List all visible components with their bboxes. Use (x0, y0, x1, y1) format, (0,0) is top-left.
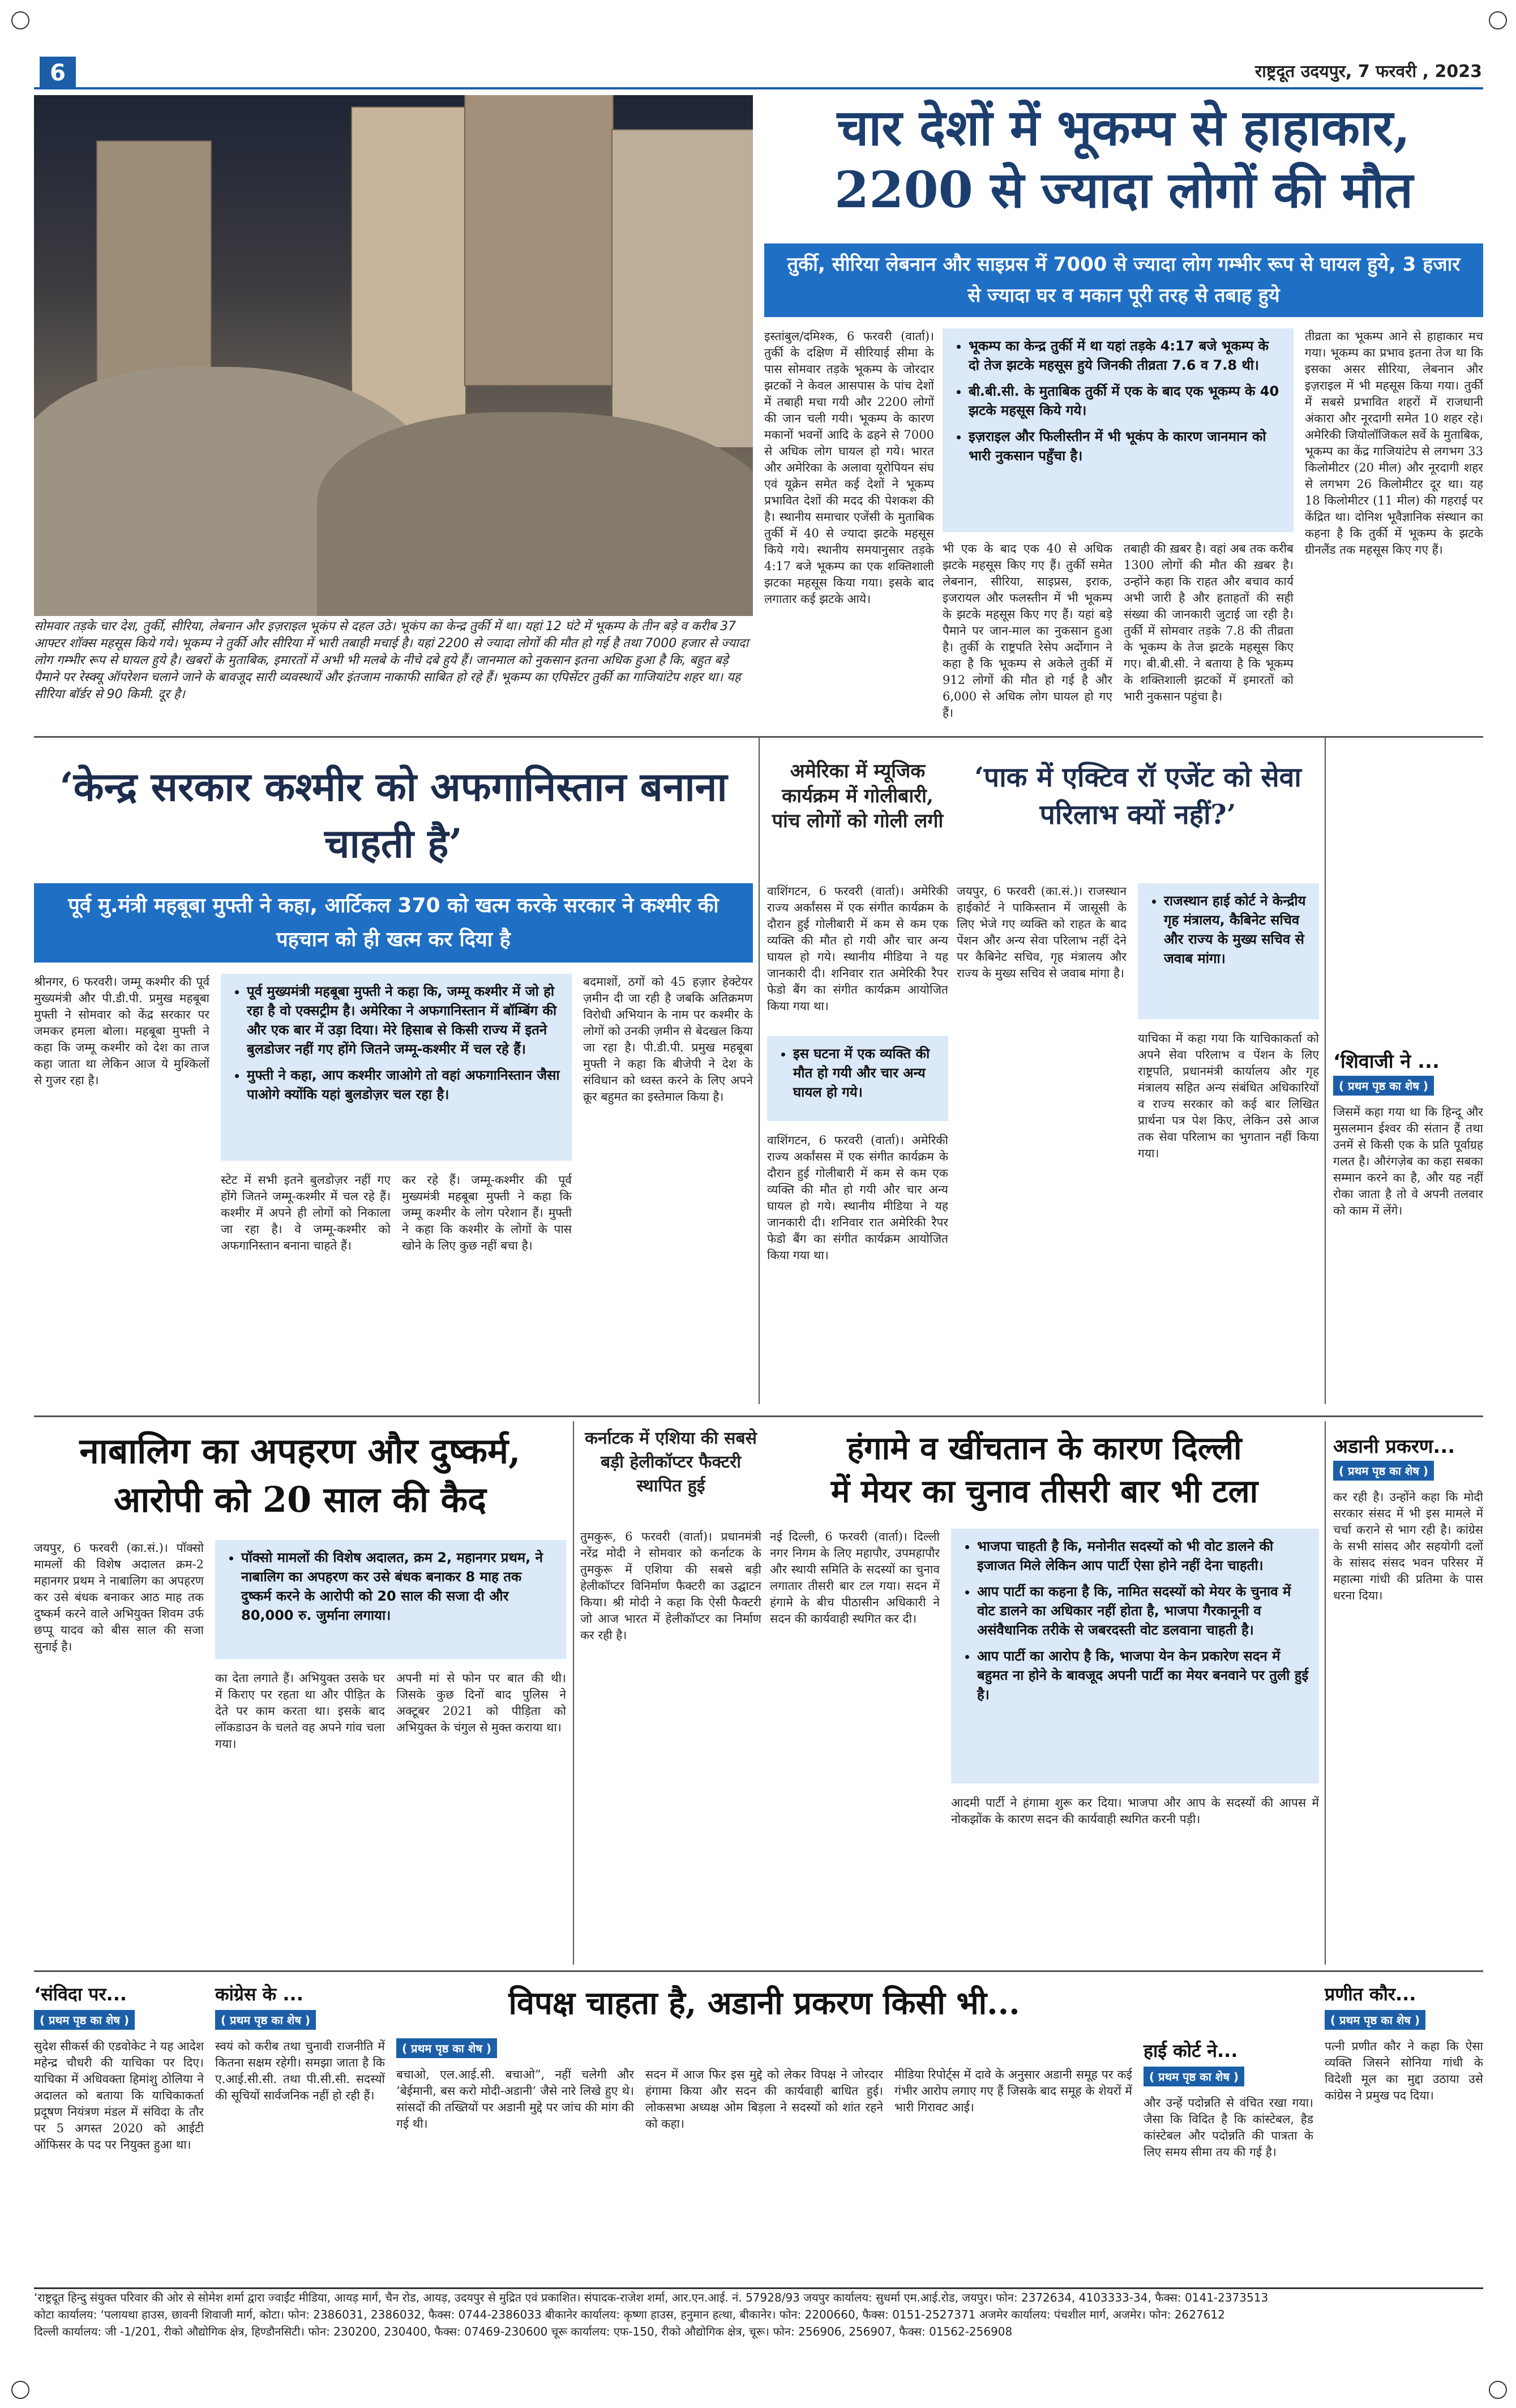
kashmir-headline: ‘केन्द्र सरकार कश्मीर को अफगानिस्तान बनाना चाहती है’ (59, 763, 727, 867)
karnataka-headline: कर्नाटक में एशिया की सबसे बड़ी हेलीकॉप्टर फैक्टरी स्थापित हुई (585, 1428, 757, 1496)
photo-caption: सोमवार तड़के चार देश, तुर्की, सीरिया, लेबनान और इज़राइल भूकंप से दहल उठे। भूकंप का केन्द्र तुर्की में था। यहां 12 घंटे में भूकम्प के तीन बड़े व करीब 37 आफ्टर शॉक्स महसूस किये गये। भूकम्प ने तुर्की और सीरिया में भारी तबाही मचाई है। यहां 2200 से ज्यादा लोगों की मौत हो गई है तथा 7000 हजार से ज्यादा लोग गम्भीर रूप से घायल हुये है। खबरों के मुताबिक, इमारतों में अभी भी मलबे के नीचे दबे हुये हैं। जानमाल को नुकसान इतना अधिक हुआ है कि, बहुत बड़े पैमाने पर रेस्क्यू ऑपरेशन चलाने जाने के बावजूद सारी व्यवस्थायें और इंतजाम नाकाफी साबित हो रहे हैं। भूकम्प का एपिसेंटर तुर्की का गाजियांटेप शहर था। यह सीरिया बॉर्डर से 90 किमी. दूर है। (34, 619, 749, 702)
imprint-line: दिल्ली कार्यालय: जी -1/201, रीको औद्योगिक क्षेत्र, हिण्डौनसिटी। फोन: 230200, 230400, फैक्स: 07469-230600 चूरू कार्यालय: एफ-150, रीको औद्योगिक क्षेत्र, चूरू। फोन: 256906, 256907, फैक्स: 01562-256908 (34, 2325, 1013, 2338)
pranit-tag (1325, 2010, 1425, 2030)
lead-column-4: तीव्रता का भूकम्प आने से हाहाकार मच गया। भूकम्प का प्रभाव इतना तेज था कि इसका असर सीरिया, लेबनान और इज़राइल में भी महसूस किया गया। तुर्की में सबसे प्रभावित शहरों में राजधानी अंकारा और नूरदागी समेत 10 शहर रहे। अमेरिकी जियोलॉजिकल सर्वे के मुताबिक, भूकम्प का केंद्र गाजियांटेप से लगभग 33 किलोमीटर (20 मील) और नूरदागी शहर से लगभग 26 किलोमीटर दूर था। यह 18 किलोमीटर (11 मील) की गहराई पर केंद्रित था। दोनिश भूवैज्ञानिक संस्थान का कहना है कि तुर्की में भूकम्प के झटके ग्रीनलैंड तक महसूस किए गए हैं। (1305, 330, 1483, 557)
karnataka-column: तुमकुरू, 6 फरवरी (वार्ता)। प्रधानमंत्री नरेंद्र मोदी ने सोमवार को कर्नाटक के तुमकुरू में एशिया की सबसे बड़ी हेलीकॉप्टर विनिर्माण फैक्टरी का उद्घाटन किया। श्री मोदी ने कहा कि ऐसी फैक्टरी जो आज भारत में हेलीकॉप्टर का निर्माण कर रही है। (580, 1530, 761, 1642)
minor-headline-line2: आरोपी को 20 साल की कैद (113, 1479, 487, 1520)
registration-mark-icon (11, 2381, 29, 2399)
pak-highlight-item: • राजस्थान हाई कोर्ट ने केन्द्रीय गृह मंत्रालय, कैबिनेट सचिव और राज्य के मुख्य सचिव से जवाब मांगा। (1164, 891, 1309, 968)
column-divider (1325, 736, 1326, 1404)
america-headline: अमेरिका में म्यूजिक कार्यक्रम में गोलीबारी, पांच लोगों को गोली लगी (772, 760, 944, 832)
minor-column-2: का देता लगाते हैं। अभियुक्त उसके घर में किराए पर रहता था और पीड़ित के देते पर काम करता था। इसके बाद लॉकडाउन के चलते वह अपने गांव चला गया। (215, 1671, 385, 1751)
lead-column-3: तबाही की ख़बर है। वहां अब तक करीब 1300 लोगों की मौत की ख़बर है। उन्होंने कहा कि राहत और बचाव कार्य अभी जारी है और हताहतों की सही संख्या की जानकारी जुटाई जा रही है। तुर्की में सोमवार तड़के 7.8 की तीव्रता के भूकम्प के तेज झटके महसूस किए गए। बी.बी.सी. ने बताया है कि भूकम्प के शक्तिशाली झटकों में इमारतों को भारी नुकसान पहुंचा है। (1124, 542, 1294, 703)
adani-side-tag-label: ( प्रथम पृष्ठ का शेष ) (1333, 1461, 1434, 1481)
pak-column-1: जयपुर, 6 फरवरी (का.सं.)। राजस्थान हाईकोर्ट ने पाकिस्तान में जासूसी के लिए भेजे गए व्यक्ति को राहत के बाद पेंशन और अन्य सेवा परिलाभ नहीं देने पर कैबिनेट सचिव, गृह मंत्रालय और राज्य के मुख्य सचिव से जवाब मांगा है। (957, 884, 1127, 980)
america-column-2: वाशिंगटन, 6 फरवरी (वार्ता)। अमेरिकी राज्य अर्कांसस में एक संगीत कार्यक्रम के दौरान हुई गोलीबारी में कम से कम एक व्यक्ति की मौत हो गयी और चार अन्य घायल हो गये। स्थानीय मीडिया ने यह जानकारी दी। शनिवार रात अमेरिकी रैपर फेडो बैंग का संगीत कार्यक्रम आयोजित किया गया था। (767, 1134, 948, 1262)
kashmir-highlight-item: • मुफ्ती ने कहा, आप कश्मीर जाओगे तो वहां अफगानिस्तान जैसा पाओगे क्योंकि यहां बुलडोज़र चल रहा है। (247, 1066, 562, 1104)
column-divider (1325, 1421, 1326, 1965)
imprint-line: कोटा कार्यालय: ‘पलायथा हाउस, छावनी शिवाजी मार्ग, कोटा। फोन: 2386031, 2386032, फैक्स: 0744-2386033 बीकानेर कार्यालय: कृष्णा हाउस, हनुमान हत्था, बीकानेर। फोन: 2200660, फैक्स: 0151-2527371 अजमेर कार्यालय: पंचशील मार्ग, अजमेर। फोन: 2627612 (34, 2308, 1225, 2321)
america-highlight (767, 1036, 948, 1121)
highcourt-tag-label: ( प्रथम पृष्ठ का शेष ) (1144, 2067, 1244, 2086)
minor-highlight (215, 1540, 566, 1659)
registration-mark-icon (1489, 2381, 1507, 2399)
sanvida-column: सुदेश सीकर्स की एडवोकेट ने यह आदेश महेन्द्र चौधरी की याचिका पर दिए। याचिका में अधिवक्ता हिमांशु ठोलिया ने अदालत को बताया कि याचिकाकर्ता प्रदूषण नियंत्रण मंडल में संविदा के तौर पर 5 अगस्त 2020 को आईटी ऑफिसर के पद पर नियुक्त हुआ था। (34, 2039, 204, 2152)
kashmir-column-3: स्टेट में सभी इतने बुलडोज़र नहीं गए होंगे जितने जम्मू-कश्मीर में चल रहे हैं। कश्मीर में अपने ही लोगों को निकाला जा रहा है। वे जम्मू-कश्मीर को अफगानिस्तान बनाना चाहते हैं। (221, 1173, 391, 1252)
registration-mark-icon (11, 11, 29, 29)
sanvida-tag (34, 2010, 135, 2030)
highcourt-tag (1144, 2067, 1244, 2086)
lead-highlight-item: • इज़राइल और फिलीस्तीन में भी भूकंप के कारण जानमान को भारी नुकसान पहुँचा है। (969, 427, 1283, 465)
shivaji-headline: ‘शिवाजी ने ... (1333, 1050, 1440, 1073)
kashmir-column-2: बदमाशों, ठगों को 45 हज़ार हेक्टेयर ज़मीन दी जा रही है जबकि अतिक्रमण विरोधी अभियान के नाम पर कश्मीर के लोगों को उनकी ज़मीन से बेदखल किया जा रहा है। पी.डी.पी. प्रमुख महबूबा मुफ्ती ने कहा कि बीजेपी ने देश के संविधान को ध्वस्त करने के लिए अपने क्रूर बहुमत का इस्तेमाल किया है। (583, 975, 753, 1104)
building-shape (351, 106, 466, 448)
congress-tag (215, 2010, 316, 2030)
lead-subheadline: तुर्की, सीरिया लेबनान और साइप्रस में 7000 से ज्यादा लोग गम्भीर रूप से घायल हुये, 3 हजार से ज्यादा घर व मकान पूरी तरह से तबाह हुये (764, 243, 1483, 317)
lead-column-1: इस्तांबुल/दमिश्क, 6 फरवरी (वार्ता)। तुर्की के दक्षिण में सीरियाई सीमा के पास सोमवार तड़के भूकम्प के जोरदार झटकों ने केवल आसपास के पांच देशों में तबाही मचा गयी और 2200 लोगों की जान चली गयी। भूकम्प के कारण मकानों भवनों आदि के ढहने से 7000 से अधिक लोग घायल हो गये। भारत और अमेरिका के अलावा यूरोपियन संघ एवं यूक्रेन समेत कई देशों ने भूकम्प प्रभावित देशों की मदद की पेशकश की है। स्थानीय समाचार एजेंसी के मुताबिक तुर्की में 40 से ज्यादा झटके महसूस किये गये। स्थानीय समयानुसार तड़के 4:17 बजे भूकम्प का एक शक्तिशाली झटका महसूस किया गया। इसके बाद लगातार कई झटके आये। (764, 330, 934, 606)
sanvida-tag-label: ( प्रथम पृष्ठ का शेष ) (34, 2010, 135, 2030)
building-shape (464, 95, 614, 386)
delhi-headline (770, 1427, 1319, 1513)
adani-side-tag (1333, 1461, 1434, 1481)
adani-tag-label: ( प्रथम पृष्ठ का शेष ) (396, 2038, 497, 2058)
delhi-column-2: आदमी पार्टी ने हंगामा शुरू कर दिया। भाजपा और आप के सदस्यों की आपस में नोकझोंक के कारण सदन की कार्यवाही स्थगित करनी पड़ी। (951, 1796, 1319, 1826)
congress-tag-label: ( प्रथम पृष्ठ का शेष ) (215, 2010, 316, 2030)
section-divider (34, 1970, 1483, 1972)
pak-column-2: याचिका में कहा गया कि याचिकाकर्ता को अपने सेवा परिलाभ व पेंशन के लिए राष्ट्रपति, प्रधानमंत्री कार्यालय और गृह मंत्रालय सहित अन्य संबंधित अधिकारियों व राज्य सरकार को कई बार लिखित प्रार्थना पत्र पेश किए, लेकिन उसे आज तक सेवा परिलाभ का भुगतान नहीं किया गया। (1138, 1032, 1319, 1160)
highcourt-headline: हाई कोर्ट ने... (1144, 2040, 1238, 2061)
lead-column-2: भी एक के बाद एक 40 से अधिक झटके महसूस किए गए हैं। तुर्की समेत लेबनान, सीरिया, साइप्रस, इराक, इजरायल और फलस्तीन में भी भूकम्प के झटके महसूस किए गए हैं। यहां बड़े पैमाने पर जान-माल का नुकसान हुआ है। तुर्की के राष्ट्रपति रेसेप अर्दोगान ने कहा है कि भूकम्प से अकेले तुर्की में 912 लोगों की मौत हो गई है और 6,000 से अधिक लोग घायल हो गए हैं। (943, 542, 1112, 720)
imprint-footer (34, 2287, 1483, 2372)
page-number: 6 (40, 57, 76, 89)
highcourt-column: और उन्हें पदोन्नति से वंचित रखा गया। जैसा कि विदित है कि कांस्टेबल, हैड कांस्टेबल और पदोन्नति की पात्रता के लिए समय सीमा तय की गई है। (1144, 2096, 1313, 2159)
adani-column-2: सदन में आज फिर इस मुद्दे को लेकर विपक्ष ने जोरदार हंगामा किया और सदन की कार्यवाही बाधित हुई। लोकसभा अध्यक्ष ओम बिड़ला ने सदस्यों को शांत रहने को कहा। (645, 2068, 883, 2131)
lead-highlight-item: • भूकम्प का केन्द्र तुर्की में था यहां तड़के 4:17 बजे भूकम्प के दो तेज झटके महसूस हुये जिनकी तीव्रता 7.6 व 7.8 थी। (969, 336, 1283, 375)
adani-headline: विपक्ष चाहता है, अडानी प्रकरण किसी भी... (508, 1984, 1020, 2022)
delhi-headline-line2: में मेयर का चुनाव तीसरी बार भी टला (830, 1473, 1258, 1510)
pranit-column: पत्नी प्रणीत कौर ने कहा कि ऐसा व्यक्ति जिसने सोनिया गांधी के विदेशी मूल का मुद्दा उठाया उसे कांग्रेस ने प्रमुख पद दिया। (1325, 2039, 1483, 2102)
pak-headline: ‘पाक में एक्टिव रॉ एजेंट को सेवा परिलाभ क्यों नहीं?’ (974, 762, 1301, 831)
minor-column-1: जयपुर, 6 फरवरी (का.सं.)। पॉक्सो मामलों की विशेष अदालत क्रम-2 महानगर प्रथम ने नाबालिग का अपहरण कर उसे बंधक बनाकर आठ माह तक दुष्कर्म करने वाले अभियुक्त शिवम उर्फ छप्पू यादव को बीस साल की सजा सुनाई है। (34, 1541, 204, 1653)
delhi-highlight-item: • भाजपा चाहती है कि, मनोनीत सदस्यों को भी वोट डालने की इजाजत मिले लेकिन आप पार्टी ऐसा होने नहीं देना चाहती। (977, 1537, 1309, 1575)
building-shape (611, 129, 753, 448)
delhi-column-1: नई दिल्ली, 6 फरवरी (वार्ता)। दिल्ली नगर निगम के लिए महापौर, उपमहापौर और स्थायी समिति के सदस्यों का चुनाव लगातार तीसरी बार टल गया। सदन में हंगामे के बीच पीठासीन अधिकारी ने सदन की कार्यवाही स्थगित कर दी। (770, 1530, 940, 1626)
column-divider (573, 1421, 574, 1965)
delhi-highlight-item: • आप पार्टी का कहना है कि, नामित सदस्यों को मेयर के चुनाव में वोट डालने का अधिकार नहीं होता है, भाजपा गैरकानूनी व असंवैधानिक तरीके से जबरदस्ती वोट डलवाना चाहती है। (977, 1582, 1309, 1640)
building-shape (96, 140, 212, 392)
lead-headline-line1: चार देशों में भूकम्प से हाहाकार, (837, 98, 1411, 157)
minor-column-3: अपनी मां से फोन पर बात की थी। जिसके कुछ दिनों बाद पुलिस ने अक्टूबर 2021 को पीड़िता को अभियुक्त के चंगुल से मुक्त कराया था। (396, 1671, 566, 1734)
minor-headline-line1: नाबालिग का अपहरण और दुष्कर्म, (79, 1430, 521, 1472)
adani-side-column: कर रही है। उन्होंने कहा कि मोदी सरकार संसद में भी इस मामले में चर्चा कराने से भाग रही है। कांग्रेस के सभी सांसद और सहयोगी दलों के सांसद संसद भवन परिसर में महात्मा गांधी की प्रतिमा के पास धरना दिया। (1333, 1490, 1483, 1602)
delhi-highlights (951, 1529, 1319, 1783)
america-highlight-item: • इस घटना में एक व्यक्ति की मौत हो गयी और चार अन्य घायल हो गये। (793, 1044, 938, 1102)
america-column: वाशिंगटन, 6 फरवरी (वार्ता)। अमेरिकी राज्य अर्कांसस में एक संगीत कार्यक्रम के दौरान हुई गोलीबारी में कम से कम एक व्यक्ति की मौत हो गयी और चार अन्य घायल हो गये। स्थानीय मीडिया ने यह जानकारी दी। शनिवार रात अमेरिकी रैपर फेडो बैंग का संगीत कार्यक्रम आयोजित किया गया था। (767, 884, 948, 1013)
adani-side-headline: अडानी प्रकरण... (1333, 1435, 1455, 1458)
delhi-highlight-item: • आप पार्टी का आरोप है कि, भाजपा येन केन प्रकारेण सदन में बहुमत ना होने के बावजूद अपनी पार्टी का मेयर बनवाने पर तुली हुई है। (977, 1646, 1309, 1704)
sanvida-headline: ‘संविदा पर... (34, 1983, 127, 2005)
column-divider (759, 736, 760, 1404)
section-divider (34, 1415, 1483, 1417)
adani-column-1: बचाओ, एल.आई.सी. बचाओ”, नहीं चलेगी और ‘बेईमानी, बस करो मोदी-अडानी’ जैसे नारे लिखे हुए थे। सांसदों की तख्तियों पर अडानी मुद्दे पर जांच की मांग की गई थी। (396, 2068, 634, 2131)
registration-mark-icon (1489, 11, 1507, 29)
rubble-shape (317, 412, 753, 616)
pak-highlight (1138, 883, 1319, 1019)
shivaji-tag-label: ( प्रथम पृष्ठ का शेष ) (1333, 1076, 1434, 1096)
delhi-headline-line1: हंगामे व खींचतान के कारण दिल्ली (847, 1430, 1242, 1467)
pranit-tag-label: ( प्रथम पृष्ठ का शेष ) (1325, 2010, 1425, 2030)
minor-headline (34, 1427, 566, 1524)
adani-tag (396, 2038, 497, 2058)
imprint-line: ‘राष्ट्रदूत हिन्दु संयुक्त परिवार की ओर से सोमेश शर्मा द्वारा ज्वाईंट मीडिया, आयड़ मार्ग, चैन रोड, आयड़, उदयपुर से मुद्रित एवं प्रकाशित। संपादक-राजेश शर्मा, आर.एन.आई. नं. 57928/93 जयपुर कार्यालय: सुधर्मा एम.आई.रोड, जयपुर। फोन: 2372634, 4103333-34, फैक्स: 0141-2373513 (34, 2291, 1269, 2304)
congress-column: स्वयं को करीब तथा चुनावी राजनीति में कितना सक्षम रहेगी। समझा जाता है कि ए.आई.सी.सी. तथा पी.सी.सी. सदस्यों की सूचियों सार्वजनिक नहीं हो रही हैं। (215, 2039, 385, 2102)
shivaji-tag (1333, 1076, 1434, 1096)
congress-headline: कांग्रेस के ... (215, 1983, 303, 2005)
earthquake-photo (34, 95, 753, 616)
dateline: राष्ट्रदूत उदयपुर, 7 फरवरी , 2023 (1254, 62, 1482, 82)
kashmir-highlights (221, 974, 572, 1161)
minor-highlight-item: • पॉक्सो मामलों की विशेष अदालत, क्रम 2, महानगर प्रथम, ने नाबालिग का अपहरण कर उसे बंधक बनाकर 8 माह तक दुष्कर्म करने के आरोपी को 20 साल की सजा दी और 80,000 रु. जुर्माना लगाया। (241, 1548, 556, 1625)
kashmir-column-1: श्रीनगर, 6 फरवरी। जम्मू कश्मीर की पूर्व मुख्यमंत्री और पी.डी.पी. प्रमुख महबूबा मुफ्ती ने सोमवार को केंद्र सरकार पर जमकर हमला बोला। महबूबा मुफ्ती ने कहा कि जम्मू कश्मीर को देश का ताज कहा जाता था लेकिन आज ये मुश्किलों से गुजर रहा है। (34, 975, 209, 1087)
kashmir-highlight-item: • पूर्व मुख्यमंत्री महबूबा मुफ्ती ने कहा कि, जम्मू कश्मीर में जो हो रहा है वो एक्सट्रीम है। अमेरिका ने अफगानिस्तान में बॉम्बिंग की और एक बार में उड़ा दिया। मेरे हिसाब से किसी राज्य में इतने बुलडोजर नहीं गए होंगे जितने जम्मू-कश्मीर में चल रहे हैं। (247, 982, 562, 1059)
pranit-headline: प्रणीत कौर... (1325, 1983, 1416, 2005)
kashmir-subheadline: पूर्व मु.मंत्री महबूबा मुफ्ती ने कहा, आर्टिकल 370 को खत्म करके सरकार ने कश्मीर की पहचान को ही खत्म कर दिया है (34, 883, 753, 963)
lead-headline (764, 96, 1483, 221)
adani-column-3: मीडिया रिपोर्ट्स में दावे के अनुसार अडानी समूह पर कई गंभीर आरोप लगाए गए हैं जिसके बाद समूह के शेयरों में भारी गिरावट आई। (894, 2068, 1132, 2114)
kashmir-column-4: कर रहे हैं। जम्मू-कश्मीर की पूर्व मुख्यमंत्री महबूबा मुफ्ती ने कहा कि जम्मू कश्मीर के लोग परेशान हैं। मुफ्ती ने कहा कि कश्मीर के लोगों के पास खोने के लिए कुछ नहीं बचा है। (402, 1173, 572, 1252)
lead-highlights (943, 328, 1294, 532)
lead-highlight-item: • बी.बी.सी. के मुताबिक तुर्की में एक के बाद एक भूकम्प के 40 झटके महसूस किये गये। (969, 382, 1283, 420)
shivaji-column: जिसमें कहा गया था कि हिन्दू और मुसलमान ईश्वर की संतान हैं तथा उनमें से किसी एक के प्रति पूर्वाग्रह गलत है। औरंगज़ेब का कहा सबका सम्मान करने का है, और यह नहीं रोका जाता है तो वे अपनी तलवार को काम में लेंगे। (1333, 1105, 1483, 1217)
lead-headline-line2: 2200 से ज्यादा लोगों की मौत (834, 160, 1414, 219)
